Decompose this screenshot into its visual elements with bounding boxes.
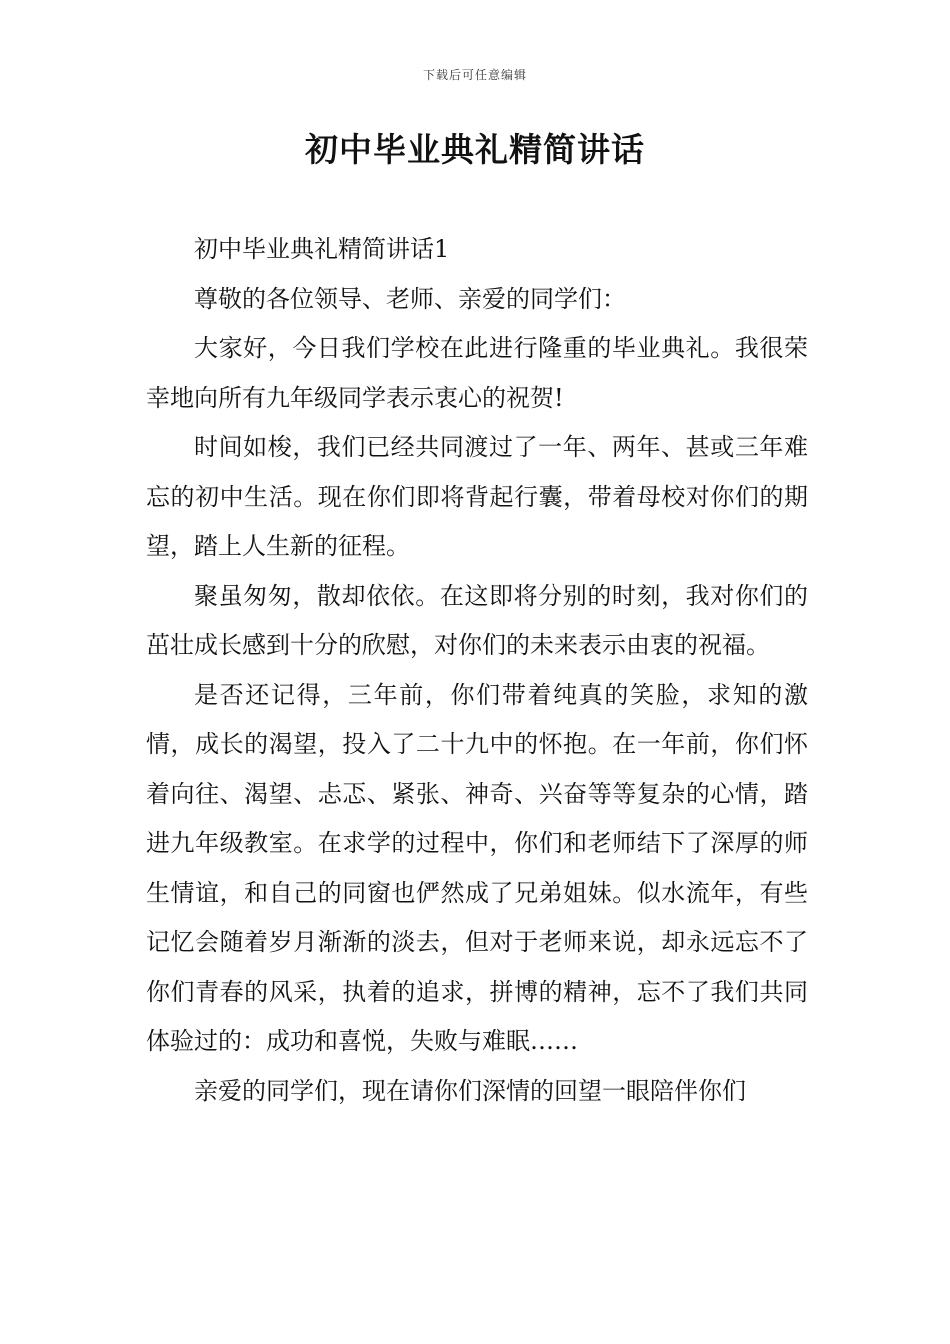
paragraph: 时间如梭，我们已经共同渡过了一年、两年、甚或三年难忘的初中生活。现在你们即将背起行囊，带着母校对你们的期望，踏上人生新的征程。 (146, 433, 808, 560)
header-note: 下载后可任意编辑 (422, 68, 527, 82)
paragraph: 亲爱的同学们，现在请你们深情的回望一眼陪伴你们 (194, 1076, 746, 1105)
paragraph-subtitle: 初中毕业典礼精简讲话1 (194, 235, 450, 263)
document-body (146, 225, 808, 1116)
paragraph: 大家好，今日我们学校在此进行隆重的毕业典礼。我很荣幸地向所有九年级同学表示衷心的祝贺! (146, 334, 808, 412)
document-title: 初中毕业典礼精简讲话 (305, 130, 645, 169)
paragraph: 聚虽匆匆，散却依依。在这即将分别的时刻，我对你们的茁壮成长感到十分的欣慰，对你们的未来表示由衷的祝福。 (146, 581, 808, 659)
paragraph: 是否还记得，三年前，你们带着纯真的笑脸，求知的激情，成长的渴望，投入了二十九中的怀抱。在一年前，你们怀着向往、渴望、忐忑、紧张、神奇、兴奋等等复杂的心情，踏进九年级教室。在求学的过程中，你们和老师结下了深厚的师生情谊，和自己的同窗也俨然成了兄弟姐妹。似水流年，有些记忆会随着岁月渐渐的淡去，但对于老师来说，却永远忘不了你们青春的风采，执着的追求，拼博的精神，忘不了我们共同体验过的：成功和喜悦，失败与难眠…… (146, 680, 808, 1055)
paragraph-salutation: 尊敬的各位领导、老师、亲爱的同学们： (194, 284, 626, 313)
